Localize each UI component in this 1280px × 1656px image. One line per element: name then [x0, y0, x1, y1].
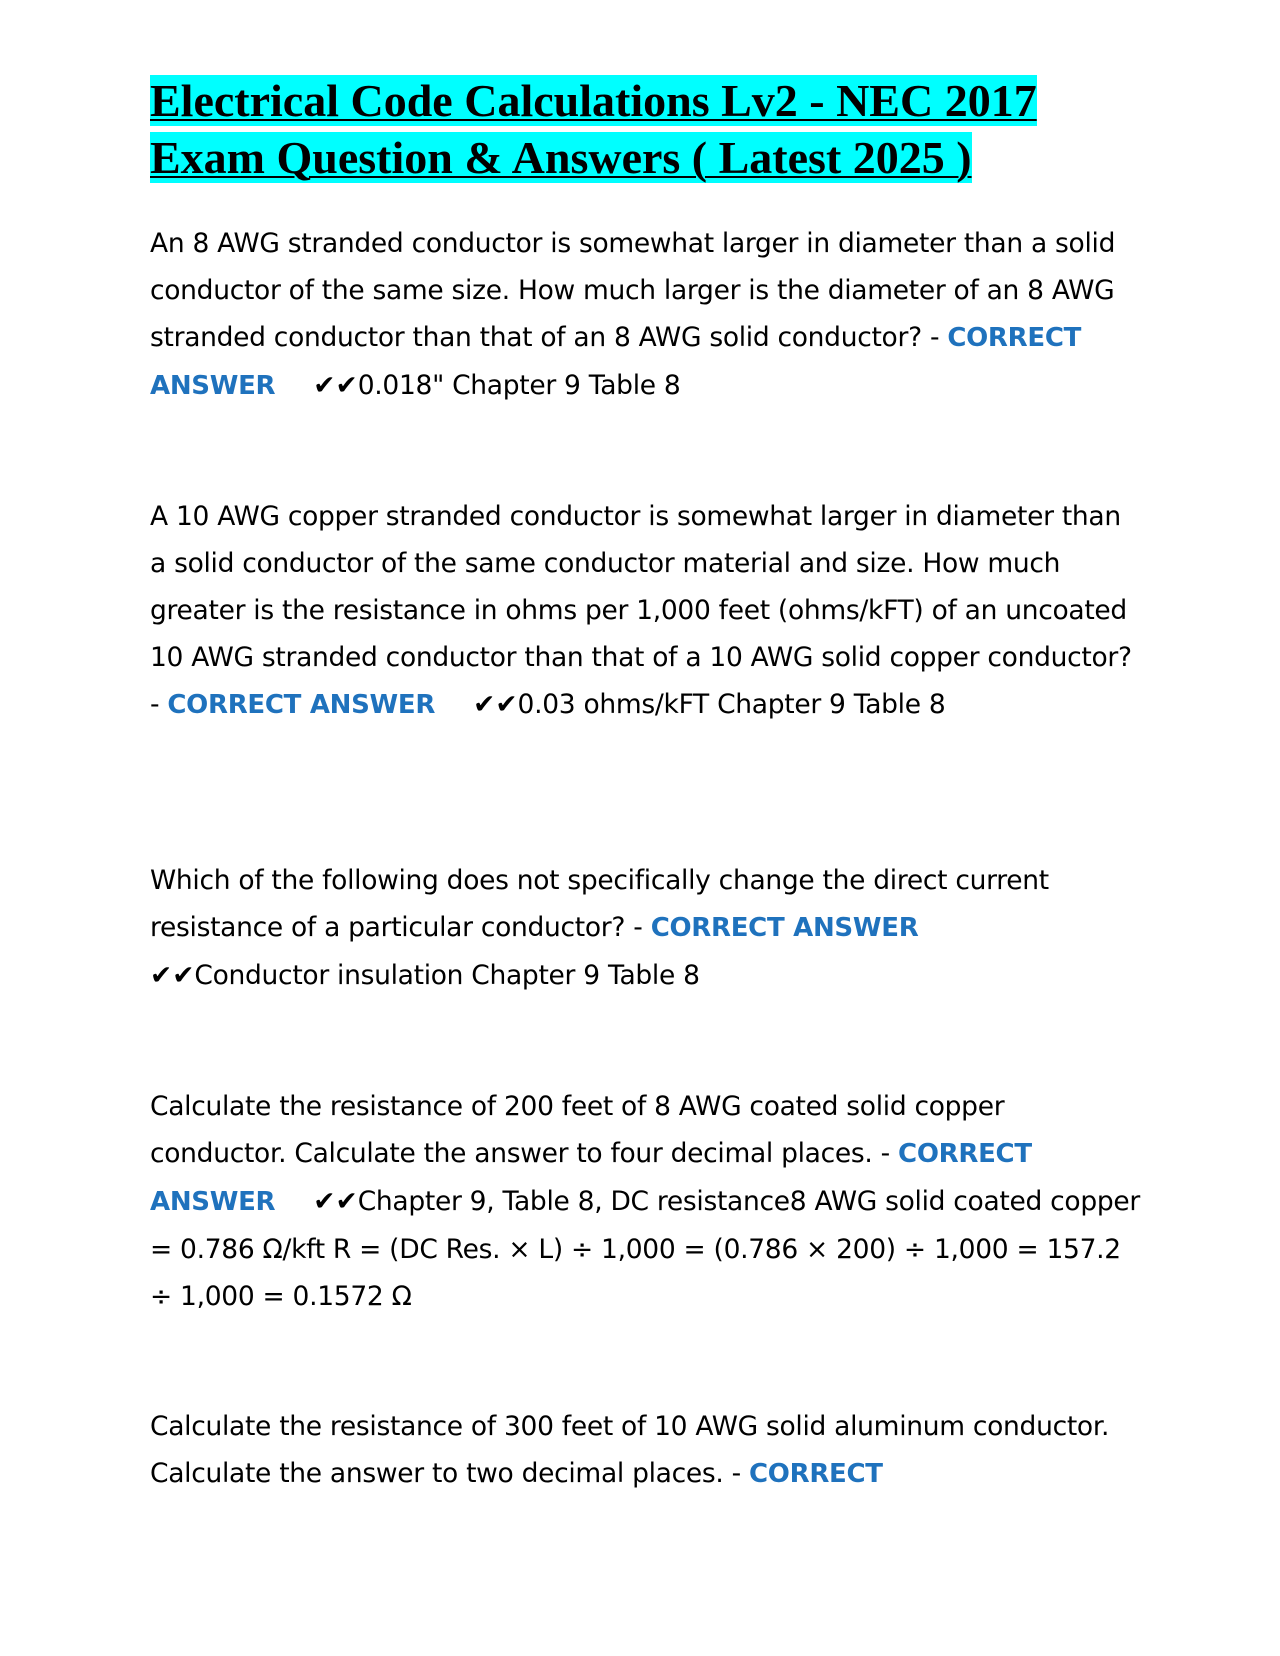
correct-answer-label: CORRECT ANSWER	[650, 913, 919, 943]
check-marks-icon: ✔✔	[313, 370, 358, 401]
qa-item	[150, 493, 1140, 729]
question-text: A 10 AWG copper stranded conductor is somewhat larger in diameter than a solid conductor of the same conductor material and size. How much greater is the resistance in ohms per 1,000 feet (ohms/kFT) of an uncoated 10 AWG stranded conductor than that of a 10 AWG solid copper conductor? -	[150, 501, 1132, 720]
qa-item	[150, 220, 1140, 410]
question-text: An 8 AWG stranded conductor is somewhat larger in diameter than a solid conductor of the same size. How much larger is the diameter of an 8 AWG stranded conductor than that of an 8 AWG solid conductor? -	[150, 228, 1116, 353]
qa-item	[150, 1403, 1140, 1498]
answer-text: Chapter 9, Table 8, DC resistance8 AWG solid coated copper = 0.786 Ω/kft R = (DC Res. × L) ÷ 1,000 = (0.786 × 200) ÷ 1,000 = 157.2 ÷ 1,000 = 0.1572 Ω	[150, 1186, 1140, 1312]
question-text: Calculate the resistance of 300 feet of 10 AWG solid aluminum conductor. Calculate the answer to two decimal places. -	[150, 1411, 1110, 1489]
answer-text: 0.018" Chapter 9 Table 8	[357, 370, 681, 401]
qa-item	[150, 857, 1140, 999]
document-title-text: Electrical Code Calculations Lv2 - NEC 2017 Exam Question & Answers ( Latest 2025 )	[150, 75, 1037, 183]
answer-text: 0.03 ohms/kFT Chapter 9 Table 8	[517, 689, 946, 720]
qa-item	[150, 1083, 1140, 1320]
check-marks-icon: ✔✔	[313, 1186, 358, 1217]
document-title	[150, 72, 1130, 186]
correct-answer-label: CORRECT ANSWER	[150, 323, 1082, 401]
question-text: Calculate the resistance of 200 feet of 8 AWG coated solid copper conductor. Calculate the answer to four decimal places. -	[150, 1091, 1005, 1169]
question-text: Which of the following does not specifically change the direct current resistance of a particular conductor? -	[150, 865, 1049, 943]
correct-answer-label: CORRECT ANSWER	[167, 690, 436, 720]
correct-answer-label: CORRECT	[749, 1459, 883, 1489]
check-marks-icon: ✔✔	[473, 689, 518, 720]
correct-answer-label: CORRECT ANSWER	[150, 1139, 1032, 1217]
answer-text: Conductor insulation Chapter 9 Table 8	[194, 960, 700, 991]
check-marks-icon: ✔✔	[150, 960, 195, 991]
